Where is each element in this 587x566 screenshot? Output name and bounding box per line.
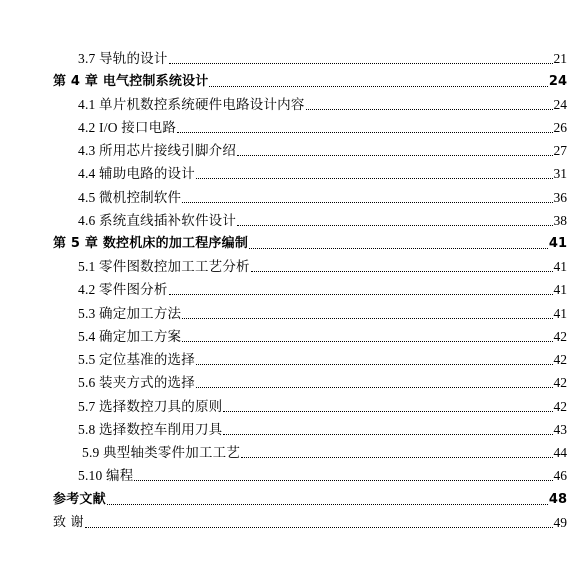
toc-leader-dots [177, 132, 552, 133]
toc-page-number: 46 [553, 468, 567, 483]
toc-entry-title: 5.10 编程 [78, 468, 134, 483]
toc-references[interactable] [53, 489, 567, 509]
toc-entry-4-2[interactable] [78, 117, 567, 137]
toc-page-number: 41 [548, 236, 567, 251]
toc-entry-title: 参考文献 [53, 492, 106, 507]
toc-leader-dots [169, 63, 553, 64]
toc-entry-title: 致 谢 [53, 515, 84, 530]
toc-page-number: 48 [548, 492, 567, 507]
toc-leader-dots [249, 248, 548, 249]
toc-leader-dots [237, 155, 552, 156]
toc-entry-title: 4.3 所用芯片接线引脚介绍 [78, 143, 237, 158]
toc-page-number: 24 [553, 97, 567, 112]
toc-leader-dots [196, 387, 553, 388]
toc-page-number: 42 [553, 352, 567, 367]
toc-leader-dots [169, 294, 553, 295]
toc-leader-dots [223, 411, 552, 412]
toc-entry-title: 5.3 确定加工方法 [78, 306, 182, 321]
toc-leader-dots [241, 457, 552, 458]
toc-page-number: 42 [553, 399, 567, 414]
toc-page-number: 31 [553, 166, 567, 181]
toc-entry-4-5[interactable] [78, 187, 567, 207]
toc-leader-dots [182, 341, 552, 342]
toc-entry-4-6[interactable] [78, 210, 567, 230]
toc-entry-title: 4.2 I/O 接口电路 [78, 120, 177, 135]
toc-entry-title: 5.4 确定加工方案 [78, 329, 182, 344]
toc-entry-title: 第 5 章 数控机床的加工程序编制 [53, 236, 249, 251]
toc-leader-dots [223, 434, 552, 435]
toc-leader-dots [196, 364, 553, 365]
toc-entry-title: 4.2 零件图分析 [78, 282, 168, 297]
toc-entry-4-2-b[interactable] [78, 279, 567, 299]
toc-entry-title: 4.6 系统直线插补软件设计 [78, 213, 237, 228]
toc-leader-dots [107, 504, 548, 505]
toc-page-number: 41 [553, 282, 567, 297]
toc-entry-title: 3.7 导轨的设计 [78, 51, 168, 66]
toc-entry-title: 5.1 零件图数控加工工艺分析 [78, 259, 250, 274]
toc-page-number: 49 [553, 515, 567, 530]
toc-entry-4-3[interactable] [78, 140, 567, 160]
toc-entry-title: 第 4 章 电气控制系统设计 [53, 74, 209, 89]
toc-entry-title: 5.5 定位基准的选择 [78, 352, 195, 367]
toc-entry-title: 5.7 选择数控刀具的原则 [78, 399, 223, 414]
toc-chapter-5[interactable] [53, 233, 567, 253]
toc-entry-title: 5.8 选择数控车削用刀具 [78, 422, 223, 437]
toc-entry-5-1[interactable] [78, 256, 567, 276]
toc-page-number: 41 [553, 306, 567, 321]
toc-page-number: 26 [553, 120, 567, 135]
toc-page-number: 24 [548, 74, 567, 89]
toc-entry-title: 4.5 微机控制软件 [78, 190, 182, 205]
toc-page-number: 44 [553, 445, 567, 460]
toc-entry-5-9[interactable] [82, 442, 567, 462]
toc-acknowledgements[interactable] [53, 512, 567, 532]
toc-entry-title: 5.9 典型轴类零件加工工艺 [82, 445, 241, 460]
toc-leader-dots [251, 271, 553, 272]
toc-entry-title: 4.1 单片机数控系统硬件电路设计内容 [78, 97, 305, 112]
toc-entry-5-5[interactable] [78, 349, 567, 369]
toc-page-number: 27 [553, 143, 567, 158]
toc-leader-dots [134, 480, 552, 481]
toc-entry-5-7[interactable] [78, 396, 567, 416]
toc-page-number: 36 [553, 190, 567, 205]
toc-leader-dots [237, 225, 552, 226]
toc-entry-4-4[interactable] [78, 163, 567, 183]
toc-entry-5-6[interactable] [78, 372, 567, 392]
toc-page-number: 21 [553, 51, 567, 66]
toc-entry-5-3[interactable] [78, 303, 567, 323]
toc-entry-5-10[interactable] [78, 465, 567, 485]
toc-entry-title: 5.6 装夹方式的选择 [78, 375, 195, 390]
toc-leader-dots [209, 86, 547, 87]
toc-page-number: 38 [553, 213, 567, 228]
toc-leader-dots [182, 202, 552, 203]
toc-leader-dots [196, 178, 553, 179]
toc-leader-dots [85, 527, 553, 528]
toc-chapter-4[interactable] [53, 71, 567, 91]
toc-page-number: 42 [553, 375, 567, 390]
toc-leader-dots [182, 318, 552, 319]
toc-entry-title: 4.4 辅助电路的设计 [78, 166, 195, 181]
toc-page-number: 41 [553, 259, 567, 274]
toc-page-number: 43 [553, 422, 567, 437]
toc-page-number: 42 [553, 329, 567, 344]
toc-entry-3-7[interactable] [78, 48, 567, 68]
toc-entry-5-8[interactable] [78, 419, 567, 439]
toc-leader-dots [306, 109, 553, 110]
toc-entry-5-4[interactable] [78, 326, 567, 346]
toc-entry-4-1[interactable] [78, 94, 567, 114]
